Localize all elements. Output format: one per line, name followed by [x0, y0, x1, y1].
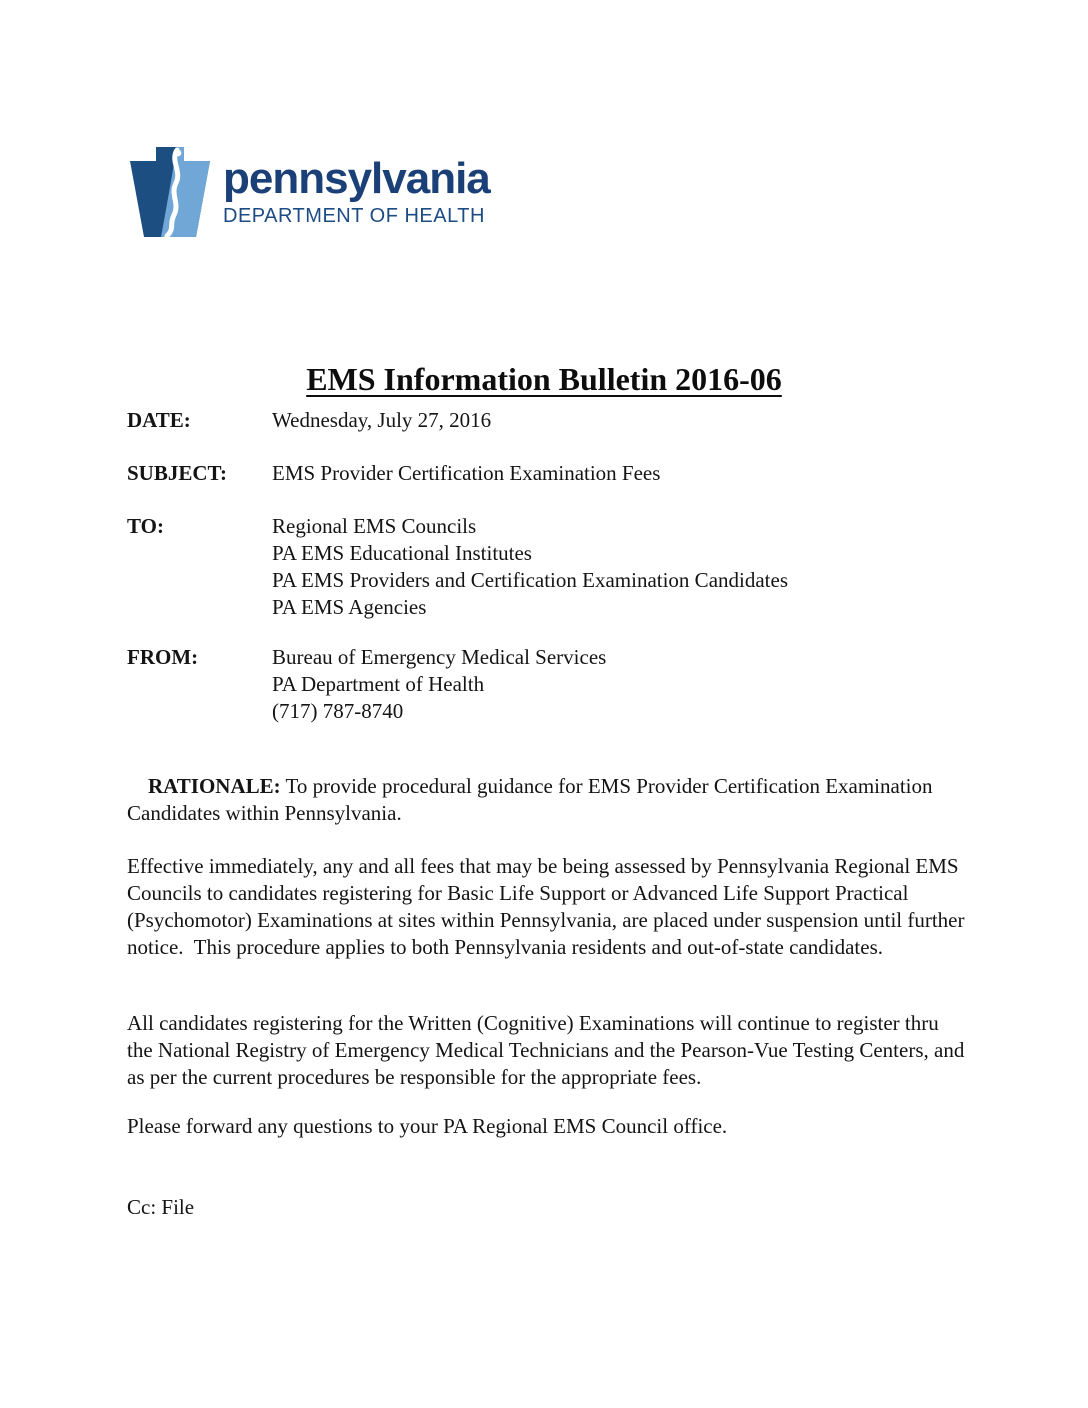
- to-row: [127, 513, 967, 621]
- logo-subtitle: DEPARTMENT OF HEALTH: [223, 205, 485, 227]
- bulletin-title: EMS Information Bulletin 2016-06: [306, 361, 782, 397]
- body-paragraph-3: Please forward any questions to your PA Regional EMS Council office.: [127, 1114, 728, 1138]
- cc-line: Cc: File: [127, 1195, 195, 1219]
- rationale-label: RATIONALE:: [148, 774, 281, 798]
- from-row: [127, 644, 967, 725]
- subject-label: SUBJECT:: [127, 461, 227, 485]
- date-row: [127, 407, 967, 434]
- body-paragraph-2: All candidates registering for the Written (Cognitive) Examinations will continue to register thru the National Registry of Emergency Medical Technicians and the Pearson-Vue Testing Centers, and as per the current procedures be responsible for the appropriate fees.: [127, 1011, 970, 1089]
- to-recipient: Regional EMS Councils: [272, 514, 477, 538]
- bulletin-title-row: [0, 361, 1088, 398]
- rationale-text: To provide procedural guidance for EMS Provider Certification Examination Candidates within Pennsylvania.: [127, 774, 938, 825]
- logo-wordmark: pennsylvania: [223, 154, 490, 203]
- to-recipient: PA EMS Providers and Certification Examination Candidates: [272, 568, 788, 592]
- rationale-paragraph: [127, 746, 967, 854]
- to-label: TO:: [127, 514, 164, 538]
- to-recipient: PA EMS Educational Institutes: [272, 541, 532, 565]
- from-line: Bureau of Emergency Medical Services: [272, 645, 607, 669]
- body-paragraph-1: Effective immediately, any and all fees that may be being assessed by Pennsylvania Regional EMS Councils to candidates registering for Basic Life Support or Advanced Life Support Practical (Psychomotor) Examinations at sites within Pennsylvania, are placed under suspension until further notice. This procedure applies to both Pennsylvania residents and out-of-state candidates.: [127, 854, 970, 959]
- from-line: (717) 787-8740: [272, 699, 404, 723]
- subject-row: [127, 460, 967, 487]
- to-recipient: PA EMS Agencies: [272, 595, 427, 619]
- pa-doh-logo: [130, 147, 490, 237]
- from-label: FROM:: [127, 645, 199, 669]
- date-label: DATE:: [127, 408, 191, 432]
- from-line: PA Department of Health: [272, 672, 485, 696]
- date-value: Wednesday, July 27, 2016: [272, 408, 492, 432]
- subject-value: EMS Provider Certification Examination Fees: [272, 461, 661, 485]
- pa-keystone-caduceus-icon: [130, 147, 210, 237]
